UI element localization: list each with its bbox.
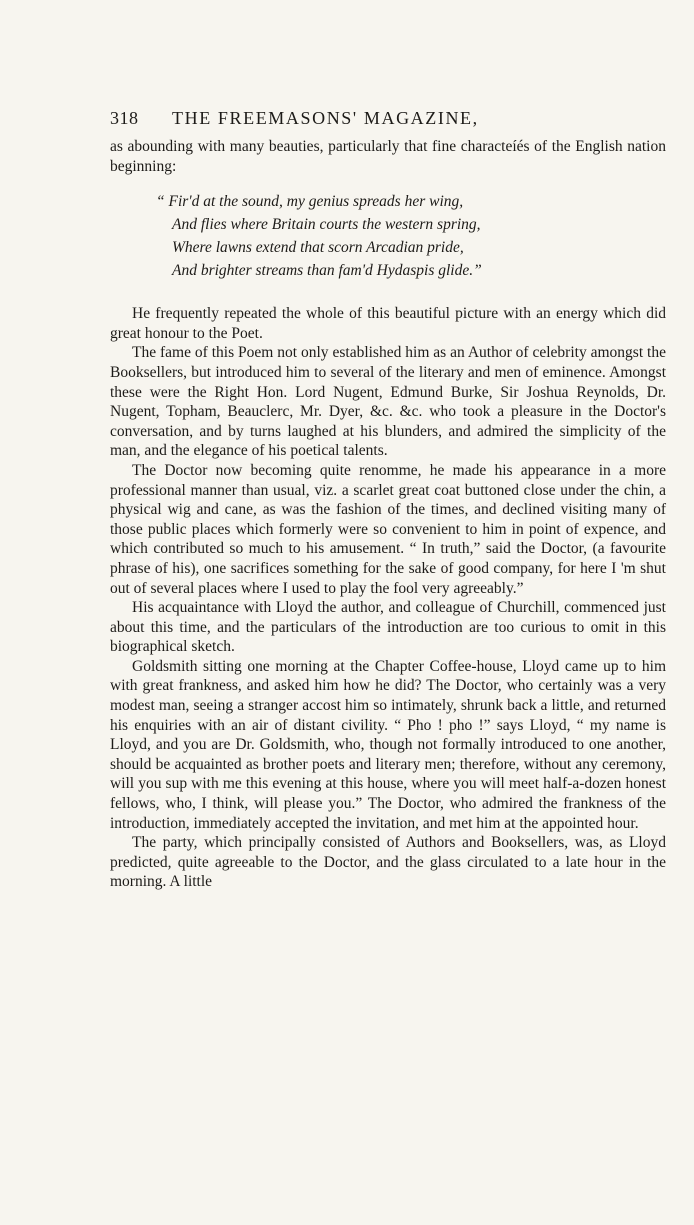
body-paragraph: His acquaintance with Lloyd the author, and colleague of Churchill, commenced just about this time, and the particulars of the introduction are too curious to omit in this biographical sketch.	[110, 599, 666, 656]
verse-quotation	[156, 190, 666, 282]
body-paragraph: The fame of this Poem not only established him as an Author of celebrity amongst the Booksellers, but introduced him to several of the literary and men of eminence. Amongst these were the Right Hon. Lord Nugent, Edmund Burke, Sir Joshua Reynolds, Dr. Nugent, Topham, Beauclerc, Mr. Dyer, &c. &c. who took a pleasure in the Doctor's conversation, and by turns laughed at his blunders, and admired the simplicity of the man, and the elegance of his poetical talents.	[110, 344, 666, 460]
body-paragraph: The party, which principally consisted of Authors and Booksellers, was, as Lloyd predicted, quite agreeable to the Doctor, and the glass circulated to a late hour in the morning. A little	[110, 834, 666, 891]
body-paragraph: The Doctor now becoming quite renomme, he made his appearance in a more professional manner than usual, viz. a scarlet great coat buttoned close under the chin, a physical wig and cane, as was the fashion of the times, and declined visiting many of those public places which formerly were so convenient to him in point of expence, and which contributed so much to his amusement. “ In truth,” said the Doctor, (a favourite phrase of his), one sacrifices something for the sake of good company, for here I 'm shut out of several places where I used to play the fool very agreeably.”	[110, 461, 666, 597]
verse-line: And flies where Britain courts the western spring,	[172, 216, 481, 234]
page-number: 318	[110, 108, 139, 128]
verse-line: Where lawns extend that scorn Arcadian pride,	[172, 239, 464, 257]
page	[110, 108, 666, 892]
running-title: THE FREEMASONS' MAGAZINE,	[172, 108, 479, 128]
verse-line: “ Fir'd at the sound, my genius spreads her wing,	[156, 193, 464, 211]
verse-line: And brighter streams than fam'd Hydaspis glide.”	[172, 262, 482, 280]
body-paragraph: Goldsmith sitting one morning at the Chapter Coffee-house, Lloyd came up to him with great frankness, and asked him how he did? The Doctor, who certainly was a very modest man, seeing a stranger accost him so intimately, shrunk back a little, and returned his enquiries with an air of distant civility. “ Pho ! pho !” says Lloyd, “ my name is Lloyd, and you are Dr. Goldsmith, who, though not formally introduced to one another, should be acquainted as brother poets and literary men; therefore, without any ceremony, will you sup with me this evening at this house, where you will meet half-a-dozen honest fellows, who, I think, will please you.” The Doctor, who admired the frankness of the introduction, immediately accepted the invitation, and met him at the appointed hour.	[110, 657, 666, 832]
intro-paragraph: as abounding with many beauties, particularly that fine characteíés of the English nation beginning:	[110, 138, 666, 175]
page-header	[110, 108, 666, 129]
body-paragraph: He frequently repeated the whole of this beautiful picture with an energy which did great honour to the Poet.	[110, 305, 666, 342]
